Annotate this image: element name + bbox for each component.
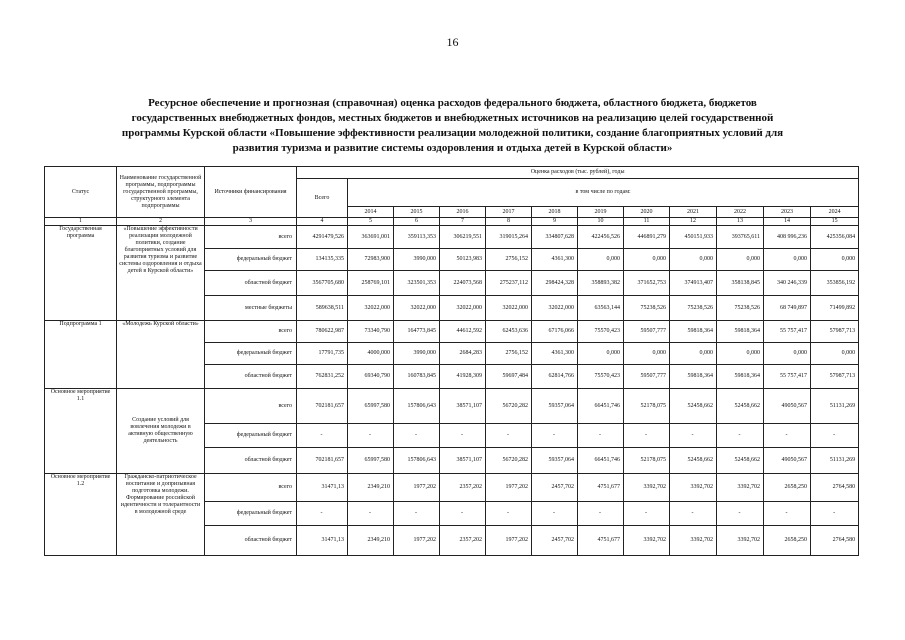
cell-year-value: 3392,702 — [670, 526, 717, 556]
column-number: 13 — [717, 218, 764, 226]
header-by-years: в том числе по годам: — [348, 179, 859, 207]
cell-year-value: 32022,000 — [532, 296, 578, 321]
cell-year-value: - — [440, 424, 486, 448]
cell-total: 31471,13 — [297, 474, 348, 502]
page-number: 16 — [446, 35, 459, 49]
title-line: развития туризма и развитие системы оздоровления и отдыха детей в Курской области» — [232, 142, 673, 154]
cell-year-value: 1977,202 — [394, 474, 440, 502]
cell-year-value: 371652,753 — [624, 271, 670, 296]
cell-year-value: - — [532, 502, 578, 526]
cell-year-value: - — [670, 502, 717, 526]
cell-year-value: 59818,364 — [670, 365, 717, 389]
cell-year-value: 63563,144 — [578, 296, 624, 321]
row-program-name: «Молодежь Курской области» — [117, 321, 205, 389]
cell-year-value: 2658,250 — [764, 526, 811, 556]
cell-year-value: 73340,790 — [348, 321, 394, 343]
cell-year-value: - — [717, 424, 764, 448]
cell-year-value: 52458,662 — [670, 448, 717, 474]
cell-year-value: - — [764, 424, 811, 448]
cell-year-value: 1977,202 — [486, 526, 532, 556]
row-funding-source: областной бюджет — [205, 271, 297, 296]
cell-year-value: 32022,000 — [440, 296, 486, 321]
column-number: 2 — [117, 218, 205, 226]
cell-year-value: 2658,250 — [764, 474, 811, 502]
cell-year-value: 363691,001 — [348, 226, 394, 249]
table-row — [45, 321, 859, 343]
cell-total: 17791,735 — [297, 343, 348, 365]
cell-year-value: 0,000 — [811, 343, 859, 365]
row-funding-source: всего — [205, 321, 297, 343]
column-number: 14 — [764, 218, 811, 226]
cell-year-value: 2357,202 — [440, 526, 486, 556]
column-number: 4 — [297, 218, 348, 226]
title-line: программы Курской области «Повышение эффективности реализации молодежной политики, создание благоприятных условий для — [121, 127, 784, 139]
cell-year-value: - — [440, 502, 486, 526]
cell-year-value: 72983,900 — [348, 249, 394, 271]
cell-year-value: - — [486, 424, 532, 448]
header-year: 2015 — [394, 207, 440, 218]
header-year: 2014 — [348, 207, 394, 218]
cell-year-value: 450151,933 — [670, 226, 717, 249]
row-status: Подпрограмма 1 — [45, 321, 117, 389]
cell-year-value: 59507,777 — [624, 365, 670, 389]
column-number: 12 — [670, 218, 717, 226]
row-funding-source: областной бюджет — [205, 526, 297, 556]
cell-year-value: 75570,423 — [578, 321, 624, 343]
cell-total: 31471,13 — [297, 526, 348, 556]
table-row — [45, 389, 859, 424]
row-funding-source: всего — [205, 474, 297, 502]
header-name: Наименование государственной программы, подпрограммы государственной программы, структурного элемента подпрограммы — [117, 167, 205, 218]
cell-year-value: 59507,777 — [624, 321, 670, 343]
column-number: 7 — [440, 218, 486, 226]
cell-year-value: 157806,643 — [394, 448, 440, 474]
cell-year-value: 0,000 — [670, 343, 717, 365]
cell-total: - — [297, 424, 348, 448]
cell-year-value: 446891,279 — [624, 226, 670, 249]
column-number: 1 — [45, 218, 117, 226]
header-estimate: Оценка расходов (тыс. рублей), годы — [297, 167, 859, 179]
cell-total: 134135,335 — [297, 249, 348, 271]
cell-year-value: 62453,636 — [486, 321, 532, 343]
cell-year-value: 358138,845 — [717, 271, 764, 296]
cell-year-value: 52458,662 — [717, 448, 764, 474]
cell-year-value: 160783,845 — [394, 365, 440, 389]
cell-year-value: 75238,526 — [717, 296, 764, 321]
cell-year-value: 59818,364 — [717, 365, 764, 389]
header-year: 2016 — [440, 207, 486, 218]
cell-year-value: 56720,282 — [486, 448, 532, 474]
cell-year-value: 4751,677 — [578, 474, 624, 502]
cell-year-value: 38571,107 — [440, 389, 486, 424]
cell-year-value: 298424,328 — [532, 271, 578, 296]
cell-year-value: 51131,269 — [811, 389, 859, 424]
cell-year-value: 393765,611 — [717, 226, 764, 249]
cell-year-value: 52178,075 — [624, 389, 670, 424]
cell-year-value: 59818,364 — [670, 321, 717, 343]
cell-year-value: 56720,282 — [486, 389, 532, 424]
cell-year-value: 66451,746 — [578, 448, 624, 474]
cell-year-value: 2357,202 — [440, 474, 486, 502]
cell-total: 762831,252 — [297, 365, 348, 389]
cell-year-value: 157806,643 — [394, 389, 440, 424]
table-row — [45, 474, 859, 502]
cell-year-value: 57987,713 — [811, 365, 859, 389]
row-status: Государственная программа — [45, 226, 117, 321]
row-funding-source: федеральный бюджет — [205, 343, 297, 365]
title-line: государственных внебюджетных фондов, местных бюджетов и внебюджетных источников на реализацию целей государственной — [131, 112, 774, 124]
cell-total: 702181,657 — [297, 389, 348, 424]
header-year: 2019 — [578, 207, 624, 218]
table-row — [45, 226, 859, 249]
cell-year-value: 0,000 — [624, 343, 670, 365]
cell-year-value: 0,000 — [717, 249, 764, 271]
cell-year-value: 55 757,417 — [764, 365, 811, 389]
cell-year-value: 2756,152 — [486, 249, 532, 271]
cell-year-value: 49050,567 — [764, 389, 811, 424]
cell-year-value: 2457,702 — [532, 474, 578, 502]
cell-year-value: 50123,983 — [440, 249, 486, 271]
cell-year-value: - — [532, 424, 578, 448]
cell-year-value: 358893,382 — [578, 271, 624, 296]
cell-year-value: - — [394, 502, 440, 526]
column-number: 5 — [348, 218, 394, 226]
cell-year-value: 258769,101 — [348, 271, 394, 296]
cell-year-value: - — [811, 502, 859, 526]
row-funding-source: федеральный бюджет — [205, 502, 297, 526]
document-title — [60, 96, 845, 156]
cell-year-value: 38571,107 — [440, 448, 486, 474]
title-line: Ресурсное обеспечение и прогнозная (справочная) оценка расходов федерального бюджета, областного бюджета, бюджетов — [148, 97, 757, 109]
cell-year-value: 3392,702 — [624, 526, 670, 556]
cell-total: 780622,987 — [297, 321, 348, 343]
column-number: 9 — [532, 218, 578, 226]
cell-year-value: - — [578, 502, 624, 526]
cell-year-value: - — [394, 424, 440, 448]
cell-year-value: 425356,084 — [811, 226, 859, 249]
cell-total: - — [297, 502, 348, 526]
header-year: 2023 — [764, 207, 811, 218]
cell-year-value: 2764,580 — [811, 526, 859, 556]
row-funding-source: местные бюджеты — [205, 296, 297, 321]
header-year: 2017 — [486, 207, 532, 218]
row-program-name: Гражданско-патриотическое воспитание и допризывная подготовка молодежи. Формирование российской идентичности и толерантности в молодежной среде — [117, 474, 205, 556]
cell-year-value: 4751,677 — [578, 526, 624, 556]
row-program-name: «Повышение эффективности реализации молодежной политики, создание благоприятных условий для развития туризма и развитие системы оздоровления и отдыха детей в Курской области» — [117, 226, 205, 321]
cell-year-value: 0,000 — [717, 343, 764, 365]
cell-year-value: 67176,066 — [532, 321, 578, 343]
cell-year-value: 71499,892 — [811, 296, 859, 321]
cell-year-value: 319015,264 — [486, 226, 532, 249]
cell-year-value: 65997,580 — [348, 389, 394, 424]
cell-total: 4291479,526 — [297, 226, 348, 249]
cell-year-value: 75238,526 — [624, 296, 670, 321]
cell-year-value: 0,000 — [764, 249, 811, 271]
header-year: 2021 — [670, 207, 717, 218]
cell-year-value: 275237,112 — [486, 271, 532, 296]
cell-year-value: 52458,662 — [717, 389, 764, 424]
row-funding-source: областной бюджет — [205, 448, 297, 474]
cell-year-value: 1977,202 — [394, 526, 440, 556]
cell-year-value: 3990,000 — [394, 343, 440, 365]
cell-year-value: 224073,568 — [440, 271, 486, 296]
cell-year-value: 0,000 — [670, 249, 717, 271]
cell-year-value: - — [486, 502, 532, 526]
header-total: Всего — [297, 179, 348, 218]
cell-year-value: 59357,064 — [532, 389, 578, 424]
cell-total: 589638,511 — [297, 296, 348, 321]
cell-year-value: 2684,283 — [440, 343, 486, 365]
cell-year-value: 59818,364 — [717, 321, 764, 343]
row-funding-source: федеральный бюджет — [205, 424, 297, 448]
column-number: 10 — [578, 218, 624, 226]
cell-year-value: - — [670, 424, 717, 448]
cell-year-value: 3392,702 — [624, 474, 670, 502]
cell-total: 702181,657 — [297, 448, 348, 474]
cell-year-value: 359113,353 — [394, 226, 440, 249]
cell-year-value: 51131,269 — [811, 448, 859, 474]
cell-year-value: 57987,713 — [811, 321, 859, 343]
row-funding-source: федеральный бюджет — [205, 249, 297, 271]
cell-year-value: 75238,526 — [670, 296, 717, 321]
column-number: 11 — [624, 218, 670, 226]
cell-year-value: 41928,309 — [440, 365, 486, 389]
cell-year-value: 0,000 — [578, 249, 624, 271]
cell-year-value: 75570,423 — [578, 365, 624, 389]
cell-year-value: 340 246,339 — [764, 271, 811, 296]
cell-year-value: 0,000 — [764, 343, 811, 365]
cell-year-value: 4361,300 — [532, 343, 578, 365]
row-status: Основное мероприятие 1.2 — [45, 474, 117, 556]
cell-year-value: 59357,064 — [532, 448, 578, 474]
cell-year-value: 1977,202 — [486, 474, 532, 502]
header-year: 2024 — [811, 207, 859, 218]
header-year: 2018 — [532, 207, 578, 218]
row-status: Основное мероприятие 1.1 — [45, 389, 117, 474]
cell-year-value: 2764,580 — [811, 474, 859, 502]
cell-year-value: 62814,766 — [532, 365, 578, 389]
cell-year-value: 2349,210 — [348, 526, 394, 556]
cell-year-value: 0,000 — [578, 343, 624, 365]
cell-year-value: 32022,000 — [348, 296, 394, 321]
cell-year-value: 49050,567 — [764, 448, 811, 474]
cell-year-value: 55 757,417 — [764, 321, 811, 343]
cell-year-value: 408 996,236 — [764, 226, 811, 249]
cell-year-value: 306219,551 — [440, 226, 486, 249]
cell-year-value: 3392,702 — [670, 474, 717, 502]
cell-year-value: 353856,192 — [811, 271, 859, 296]
column-number: 6 — [394, 218, 440, 226]
cell-year-value: - — [578, 424, 624, 448]
cell-year-value: 3990,000 — [394, 249, 440, 271]
cell-year-value: 2349,210 — [348, 474, 394, 502]
cell-year-value: - — [348, 502, 394, 526]
header-source: Источники финансирования — [205, 167, 297, 218]
cell-year-value: - — [624, 502, 670, 526]
cell-year-value: 65997,580 — [348, 448, 394, 474]
cell-year-value: 0,000 — [624, 249, 670, 271]
cell-year-value: 52458,662 — [670, 389, 717, 424]
row-program-name: Создание условий для вовлечения молодежи в активную общественную деятельность — [117, 389, 205, 474]
column-number: 15 — [811, 218, 859, 226]
cell-year-value: 2457,702 — [532, 526, 578, 556]
header-status: Статус — [45, 167, 117, 218]
cell-year-value: - — [717, 502, 764, 526]
column-number: 3 — [205, 218, 297, 226]
header-year: 2020 — [624, 207, 670, 218]
cell-year-value: 422456,526 — [578, 226, 624, 249]
column-number: 8 — [486, 218, 532, 226]
cell-year-value: 44612,592 — [440, 321, 486, 343]
resource-table — [44, 166, 859, 556]
cell-year-value: 32022,000 — [394, 296, 440, 321]
cell-year-value: - — [811, 424, 859, 448]
row-funding-source: всего — [205, 226, 297, 249]
row-funding-source: всего — [205, 389, 297, 424]
cell-year-value: - — [624, 424, 670, 448]
cell-year-value: 69340,790 — [348, 365, 394, 389]
cell-year-value: - — [764, 502, 811, 526]
cell-year-value: 66451,746 — [578, 389, 624, 424]
cell-year-value: 334807,628 — [532, 226, 578, 249]
cell-year-value: 374913,407 — [670, 271, 717, 296]
row-funding-source: областной бюджет — [205, 365, 297, 389]
cell-year-value: 3392,702 — [717, 474, 764, 502]
cell-year-value: 3392,702 — [717, 526, 764, 556]
cell-year-value: 164773,845 — [394, 321, 440, 343]
cell-year-value: - — [348, 424, 394, 448]
header-year: 2022 — [717, 207, 764, 218]
cell-year-value: 0,000 — [811, 249, 859, 271]
cell-year-value: 4000,000 — [348, 343, 394, 365]
cell-year-value: 32022,000 — [486, 296, 532, 321]
cell-year-value: 4361,300 — [532, 249, 578, 271]
cell-year-value: 68 749,897 — [764, 296, 811, 321]
cell-total: 3567705,680 — [297, 271, 348, 296]
cell-year-value: 59697,484 — [486, 365, 532, 389]
cell-year-value: 323501,353 — [394, 271, 440, 296]
cell-year-value: 2756,152 — [486, 343, 532, 365]
cell-year-value: 52178,075 — [624, 448, 670, 474]
